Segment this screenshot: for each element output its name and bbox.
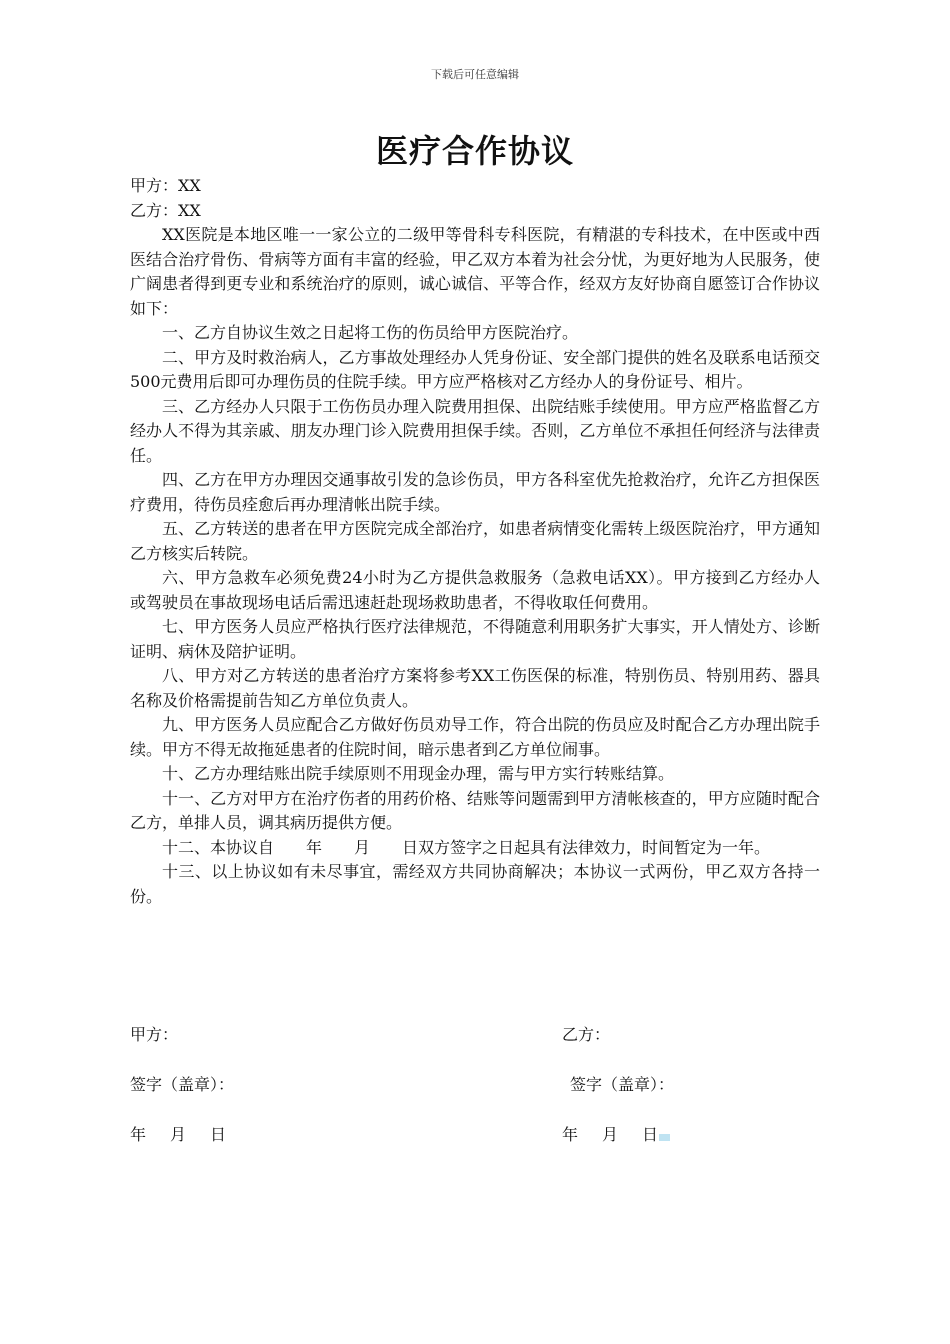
clause-10: 十、乙方办理结账出院手续原则不用现金办理，需与甲方实行转账结算。 — [162, 764, 675, 783]
clause-4: 四、乙方在甲方办理因交通事故引发的急诊伤员，甲方各科室优先抢救治疗，允许乙方担保医疗费用，待伤员痊愈后再办理清帐出院手续。 — [130, 470, 820, 514]
date-a-month: 月 — [170, 1125, 187, 1144]
document-body — [130, 174, 820, 909]
date-b-day: 日 — [642, 1125, 659, 1144]
clause-3: 三、乙方经办人只限于工伤伤员办理入院费用担保、出院结账手续使用。甲方应严格监督乙方经办人不得为其亲戚、朋友办理门诊入院费用担保手续。否则，乙方单位不承担任何经济与法律责任。 — [130, 396, 820, 465]
party-b-line: 乙方：XX — [130, 200, 201, 220]
clause-5: 五、乙方转送的患者在甲方医院完成全部治疗，如患者病情变化需转上级医院治疗，甲方通知乙方核实后转院。 — [130, 519, 820, 563]
party-a-line: 甲方：XX — [130, 176, 201, 195]
clause-7: 七、甲方医务人员应严格执行医疗法律规范，不得随意利用职务扩大事实，开人情处方、诊断证明、病休及陪护证明。 — [130, 617, 820, 661]
date-a-day: 日 — [210, 1125, 227, 1144]
text-cursor-mark — [659, 1134, 670, 1141]
date-b-month: 月 — [602, 1125, 619, 1144]
clause-8: 八、甲方对乙方转送的患者治疗方案将参考XX工伤医保的标准，特别伤员、特别用药、器具名称及价格需提前告知乙方单位负责人。 — [130, 666, 820, 710]
date-a-year: 年 — [130, 1125, 147, 1144]
seal-label-a: 签字（盖章）： — [130, 1075, 235, 1094]
date-b-year: 年 — [562, 1125, 579, 1144]
seal-label-b: 签字（盖章）： — [570, 1075, 675, 1094]
clause-11: 十一、乙方对甲方在治疗伤者的用药价格、结账等问题需到甲方清帐核查的，甲方应随时配合乙方，单排人员，调其病历提供方便。 — [130, 788, 820, 832]
date-b — [562, 1122, 670, 1145]
clause-2: 二、甲方及时救治病人，乙方事故处理经办人凭身份证、安全部门提供的姓名及联系电话预交500元费用后即可办理伤员的住院手续。甲方应严格核对乙方经办人的身份证号、相片。 — [130, 347, 820, 391]
intro-paragraph: XX医院是本地区唯一一家公立的二级甲等骨科专科医院，有精湛的专科技术，在中医或中西医结合治疗骨伤、骨病等方面有丰富的经验，甲乙双方本着为社会分忧，为更好地为人民服务，使广阔患者得到更专业和系统治疗的原则，诚心诚信、平等合作，经双方友好协商自愿签订合作协议如下： — [130, 225, 820, 318]
clause-1: 一、乙方自协议生效之日起将工伤的伤员给甲方医院治疗。 — [162, 323, 579, 342]
clause-6: 六、甲方急救车必须免费24小时为乙方提供急救服务（急救电话XX）。甲方接到乙方经办人或驾驶员在事故现场电话后需迅速赶赴现场救助患者，不得收取任何费用。 — [130, 568, 820, 612]
document-title: 医疗合作协议 — [375, 132, 574, 170]
header-note: 下载后可任意编辑 — [431, 68, 519, 81]
clause-13: 十三、以上协议如有未尽事宜，需经双方共同协商解决；本协议一式两份，甲乙双方各持一份。 — [130, 862, 820, 906]
signature-party-b-label: 乙方： — [562, 1025, 611, 1044]
clause-9: 九、甲方医务人员应配合乙方做好伤员劝导工作，符合出院的伤员应及时配合乙方办理出院手续。甲方不得无故拖延患者的住院时间，暗示患者到乙方单位闹事。 — [130, 715, 820, 759]
clause-12: 十二、本协议自 年 月 日双方签字之日起具有法律效力，时间暂定为一年。 — [162, 837, 771, 857]
date-a — [130, 1122, 226, 1145]
signature-party-a-label: 甲方： — [130, 1025, 179, 1044]
